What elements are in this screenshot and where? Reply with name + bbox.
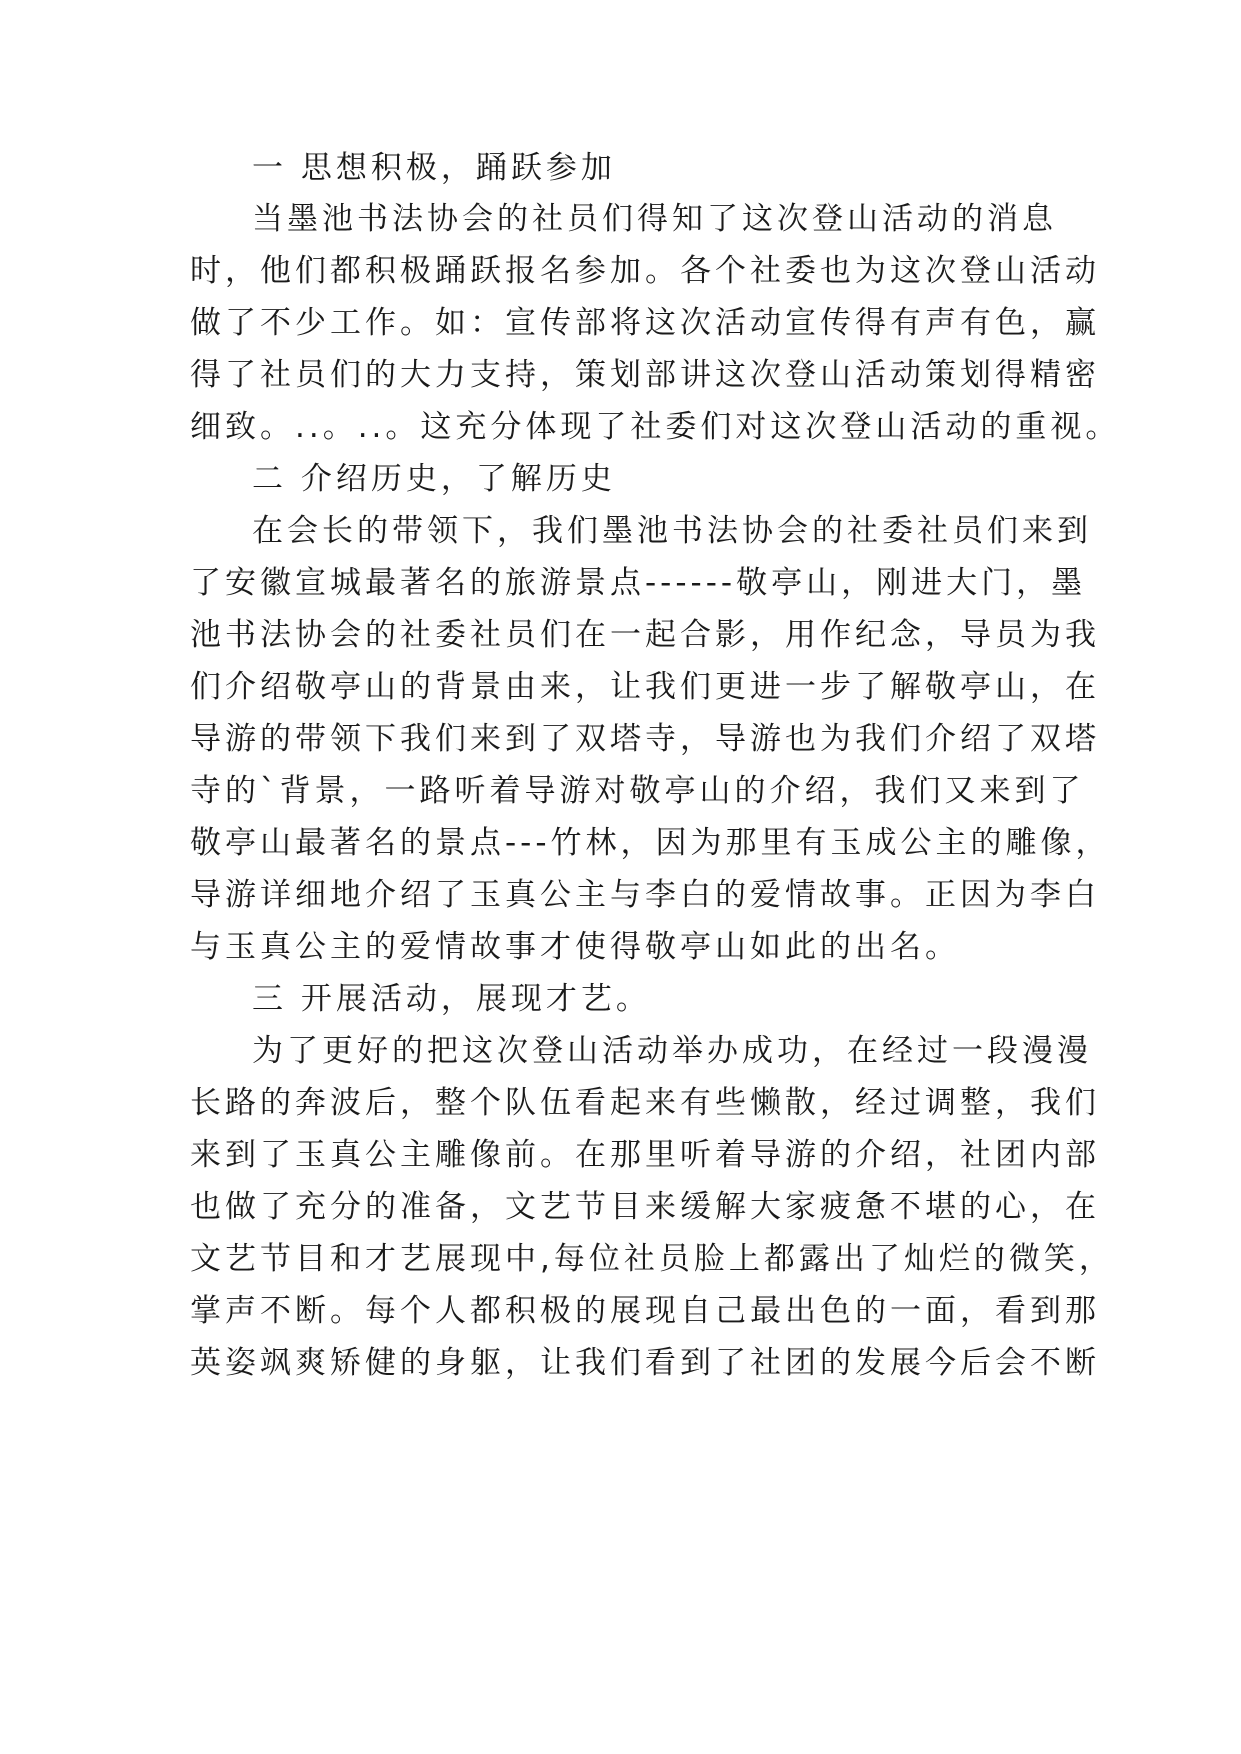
- paragraph-line: 敬亭山最著名的景点---竹林，因为那里有玉成公主的雕像，: [190, 825, 1111, 861]
- paragraph-line: 与玉真公主的爱情故事才使得敬亭山如此的出名。: [190, 929, 960, 965]
- paragraph-line: 寺的`背景，一路听着导游对敬亭山的介绍，我们又来到了: [190, 773, 1085, 809]
- section-heading-2: 二 介绍历史，了解历史: [252, 461, 616, 497]
- paragraph-line: 得了社员们的大力支持，策划部讲这次登山活动策划得精密: [190, 357, 1100, 393]
- paragraph-line: 导游的带领下我们来到了双塔寺，导游也为我们介绍了双塔: [190, 721, 1100, 757]
- paragraph-line: 长路的奔波后，整个队伍看起来有些懒散，经过调整，我们: [190, 1085, 1100, 1121]
- paragraph-line: 也做了充分的准备，文艺节目来缓解大家疲惫不堪的心，在: [190, 1189, 1100, 1225]
- section-heading-1: 一 思想积极，踊跃参加: [252, 150, 616, 186]
- paragraph-line: 导游详细地介绍了玉真公主与李白的爱情故事。正因为李白: [190, 877, 1100, 913]
- paragraph-line: 来到了玉真公主雕像前。在那里听着导游的介绍，社团内部: [190, 1137, 1100, 1173]
- paragraph-line: 掌声不断。每个人都积极的展现自己最出色的一面，看到那: [190, 1293, 1100, 1329]
- paragraph-line: 为了更好的把这次登山活动举办成功，在经过一段漫漫: [252, 1033, 1092, 1069]
- paragraph-line: 在会长的带领下，我们墨池书法协会的社委社员们来到: [252, 513, 1092, 549]
- paragraph-line: 文艺节目和才艺展现中,每位社员脸上都露出了灿烂的微笑，: [190, 1241, 1114, 1277]
- paragraph-line: 细致。..。..。这充分体现了社委们对这次登山活动的重视。: [190, 409, 1121, 445]
- paragraph-line: 时，他们都积极踊跃报名参加。各个社委也为这次登山活动: [190, 253, 1100, 289]
- paragraph-line: 们介绍敬亭山的背景由来，让我们更进一步了解敬亭山，在: [190, 669, 1100, 705]
- paragraph-line: 英姿飒爽矫健的身躯，让我们看到了社团的发展今后会不断: [190, 1345, 1100, 1381]
- paragraph-line: 当墨池书法协会的社员们得知了这次登山活动的消息: [252, 201, 1057, 237]
- paragraph-line: 池书法协会的社委社员们在一起合影，用作纪念，导员为我: [190, 617, 1100, 653]
- paragraph-line: 做了不少工作。如：宣传部将这次活动宣传得有声有色，赢: [190, 305, 1100, 341]
- paragraph-line: 了安徽宣城最著名的旅游景点------敬亭山，刚进大门，墨: [190, 565, 1087, 601]
- section-heading-3: 三 开展活动，展现才艺。: [252, 981, 651, 1017]
